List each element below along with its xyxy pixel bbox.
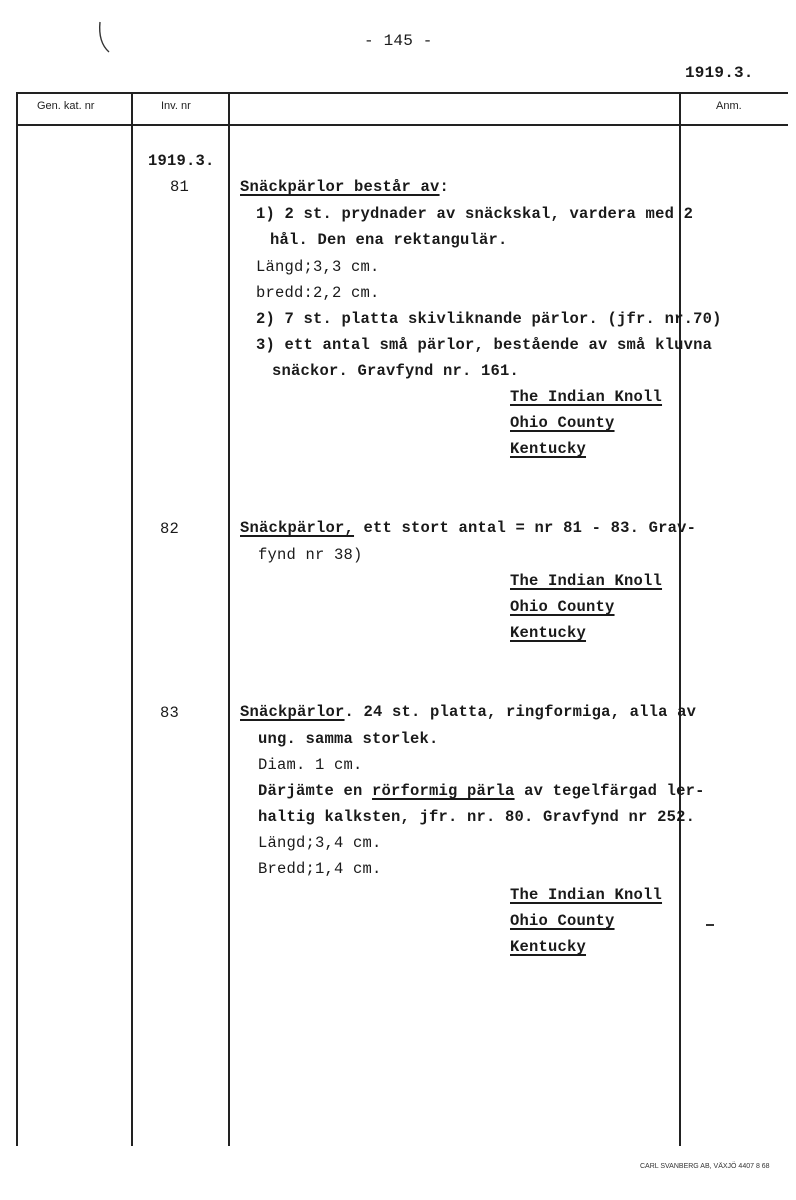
entry-line (258, 782, 705, 800)
heading-underlined: Snäckpärlor, (240, 519, 355, 537)
line-underlined: rörformig pärla (372, 782, 515, 800)
heading-rest: : (439, 178, 450, 196)
header-gen-kat-nr: Gen. kat. nr (37, 100, 95, 112)
column-divider-3 (228, 92, 230, 1146)
inv-number: 83 (160, 704, 180, 722)
entry-line: Längd;3,3 cm. (256, 258, 380, 276)
inv-number: 82 (160, 520, 180, 538)
entry-line: Bredd;1,4 cm. (258, 860, 382, 878)
entry-line: Diam. 1 cm. (258, 756, 363, 774)
provenance-county: Ohio County (510, 912, 615, 930)
entry-line: haltig kalksten, jfr. nr. 80. Gravfynd nr 252. (258, 808, 696, 826)
provenance-county: Ohio County (510, 414, 615, 432)
column-divider-1 (16, 92, 18, 1146)
page-number: - 145 - (364, 32, 433, 50)
entry-heading (240, 178, 449, 196)
line-start: Därjämte en (258, 782, 373, 800)
provenance-site: The Indian Knoll (510, 886, 663, 904)
margin-dash (706, 924, 714, 926)
printer-footer: CARL SVANBERG AB, VÄXJÖ 4407 8 68 (640, 1163, 770, 1170)
entry-line: hål. Den ena rektangulär. (270, 231, 508, 249)
inv-number: 81 (170, 178, 190, 196)
entry-heading (240, 703, 696, 721)
column-divider-2 (131, 92, 133, 1146)
entry-line: 1) 2 st. prydnader av snäckskal, vardera med 2 (256, 205, 694, 223)
entry-line: fynd nr 38) (258, 546, 363, 564)
entry-line: bredd:2,2 cm. (256, 284, 380, 302)
provenance-site: The Indian Knoll (510, 388, 663, 406)
provenance-county: Ohio County (510, 598, 615, 616)
year-reference: 1919.3. (685, 64, 754, 82)
pencil-mark (97, 20, 111, 54)
entry-line: snäckor. Gravfynd nr. 161. (272, 362, 520, 380)
heading-rest: ett stort antal = nr 81 - 83. Grav- (354, 519, 697, 537)
line-rest: av tegelfärgad ler- (514, 782, 705, 800)
entry-line: ung. samma storlek. (258, 730, 439, 748)
provenance-state: Kentucky (510, 938, 587, 956)
provenance-site: The Indian Knoll (510, 572, 663, 590)
column-divider-4 (679, 92, 681, 1146)
heading-rest: . 24 st. platta, ringformiga, alla av (344, 703, 697, 721)
provenance-state: Kentucky (510, 440, 587, 458)
entry-line: 2) 7 st. platta skivliknande pärlor. (jfr. nr.70) (256, 310, 722, 328)
provenance-state: Kentucky (510, 624, 587, 642)
entry-line: Längd;3,4 cm. (258, 834, 382, 852)
heading-underlined: Snäckpärlor består av (240, 178, 440, 196)
entry-heading (240, 519, 696, 537)
header-inv-nr: Inv. nr (161, 100, 191, 112)
header-anm: Anm. (716, 100, 742, 112)
entry-line: 3) ett antal små pärlor, bestående av små kluvna (256, 336, 713, 354)
heading-underlined: Snäckpärlor (240, 703, 345, 721)
inv-year: 1919.3. (148, 152, 215, 170)
